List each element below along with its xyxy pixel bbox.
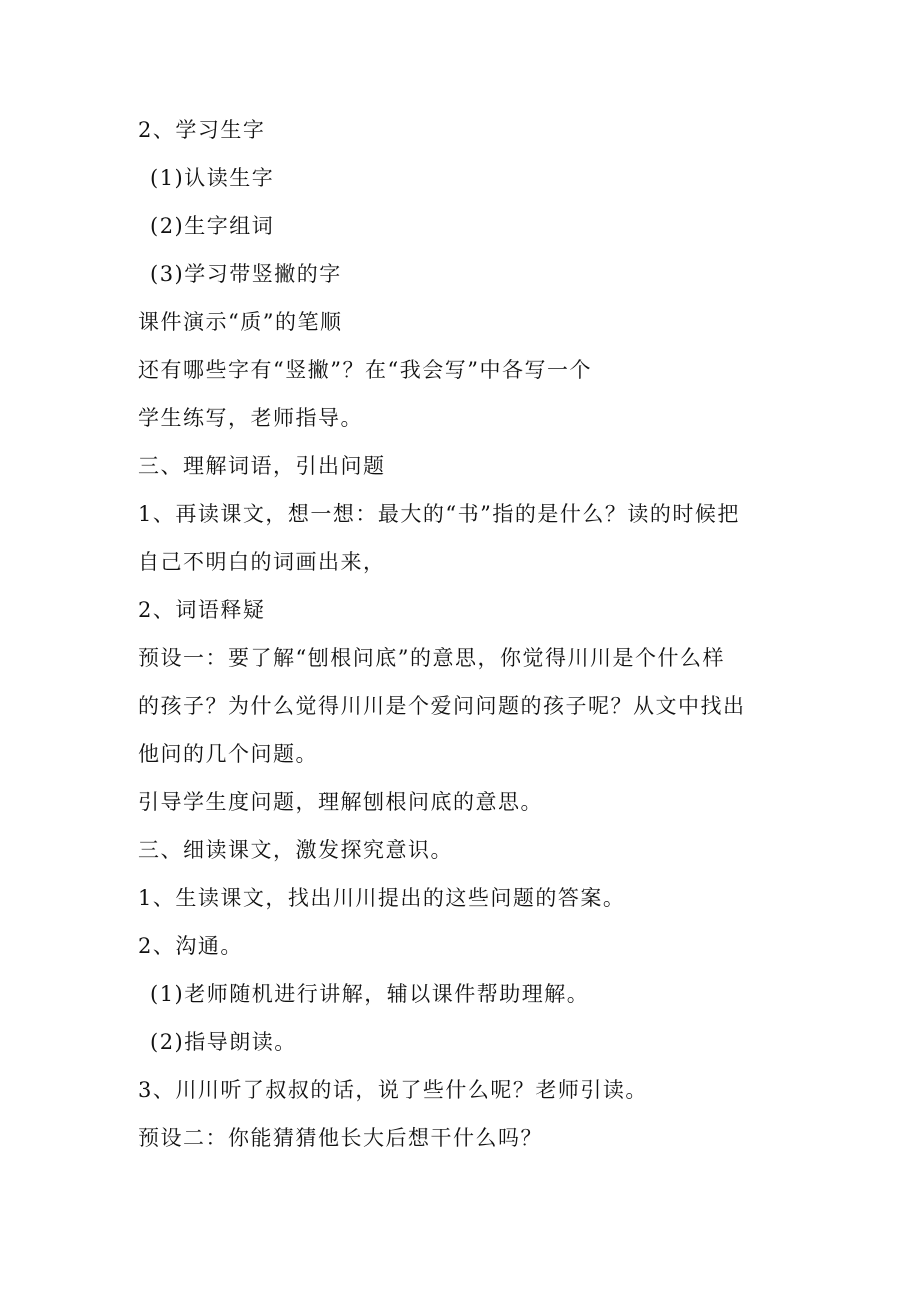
text-line: 还有哪些字有“竖撇”？在“我会写”中各写一个 <box>138 358 592 382</box>
text-line: 预设二：你能猜猜他长大后想干什么吗？ <box>138 1126 543 1150</box>
text-line: (2)生字组词 <box>150 214 275 238</box>
text-line: (1)老师随机进行讲解，辅以课件帮助理解。 <box>150 982 590 1006</box>
text-line: 课件演示“质”的笔顺 <box>138 310 343 334</box>
text-line: 他问的几个问题。 <box>138 742 318 766</box>
text-line: 2、学习生字 <box>138 118 266 142</box>
text-line: 2、词语释疑 <box>138 598 266 622</box>
text-line: 2、沟通。 <box>138 934 243 958</box>
text-line: 的孩子？为什么觉得川川是个爱问问题的孩子呢？从文中找出 <box>138 694 746 718</box>
text-line: (1)认读生字 <box>150 166 275 190</box>
text-line: 1、再读课文，想一想：最大的“书”指的是什么？读的时候把 <box>138 502 740 526</box>
text-line: 引导学生度问题，理解刨根问底的意思。 <box>138 790 543 814</box>
section-heading: 三、细读课文，激发探究意识。 <box>138 838 453 862</box>
text-line: 3、川川听了叔叔的话，说了些什么呢？老师引读。 <box>138 1078 648 1102</box>
text-line: (2)指导朗读。 <box>150 1030 297 1054</box>
text-line: (3)学习带竖撇的字 <box>150 262 342 286</box>
text-line: 预设一：要了解“刨根问底”的意思，你觉得川川是个什么样 <box>138 646 725 670</box>
text-line: 学生练写，老师指导。 <box>138 406 363 430</box>
text-line: 1、生读课文，找出川川提出的这些问题的答案。 <box>138 886 626 910</box>
text-line: 自己不明白的词画出来， <box>138 550 386 574</box>
section-heading: 三、理解词语，引出问题 <box>138 454 386 478</box>
